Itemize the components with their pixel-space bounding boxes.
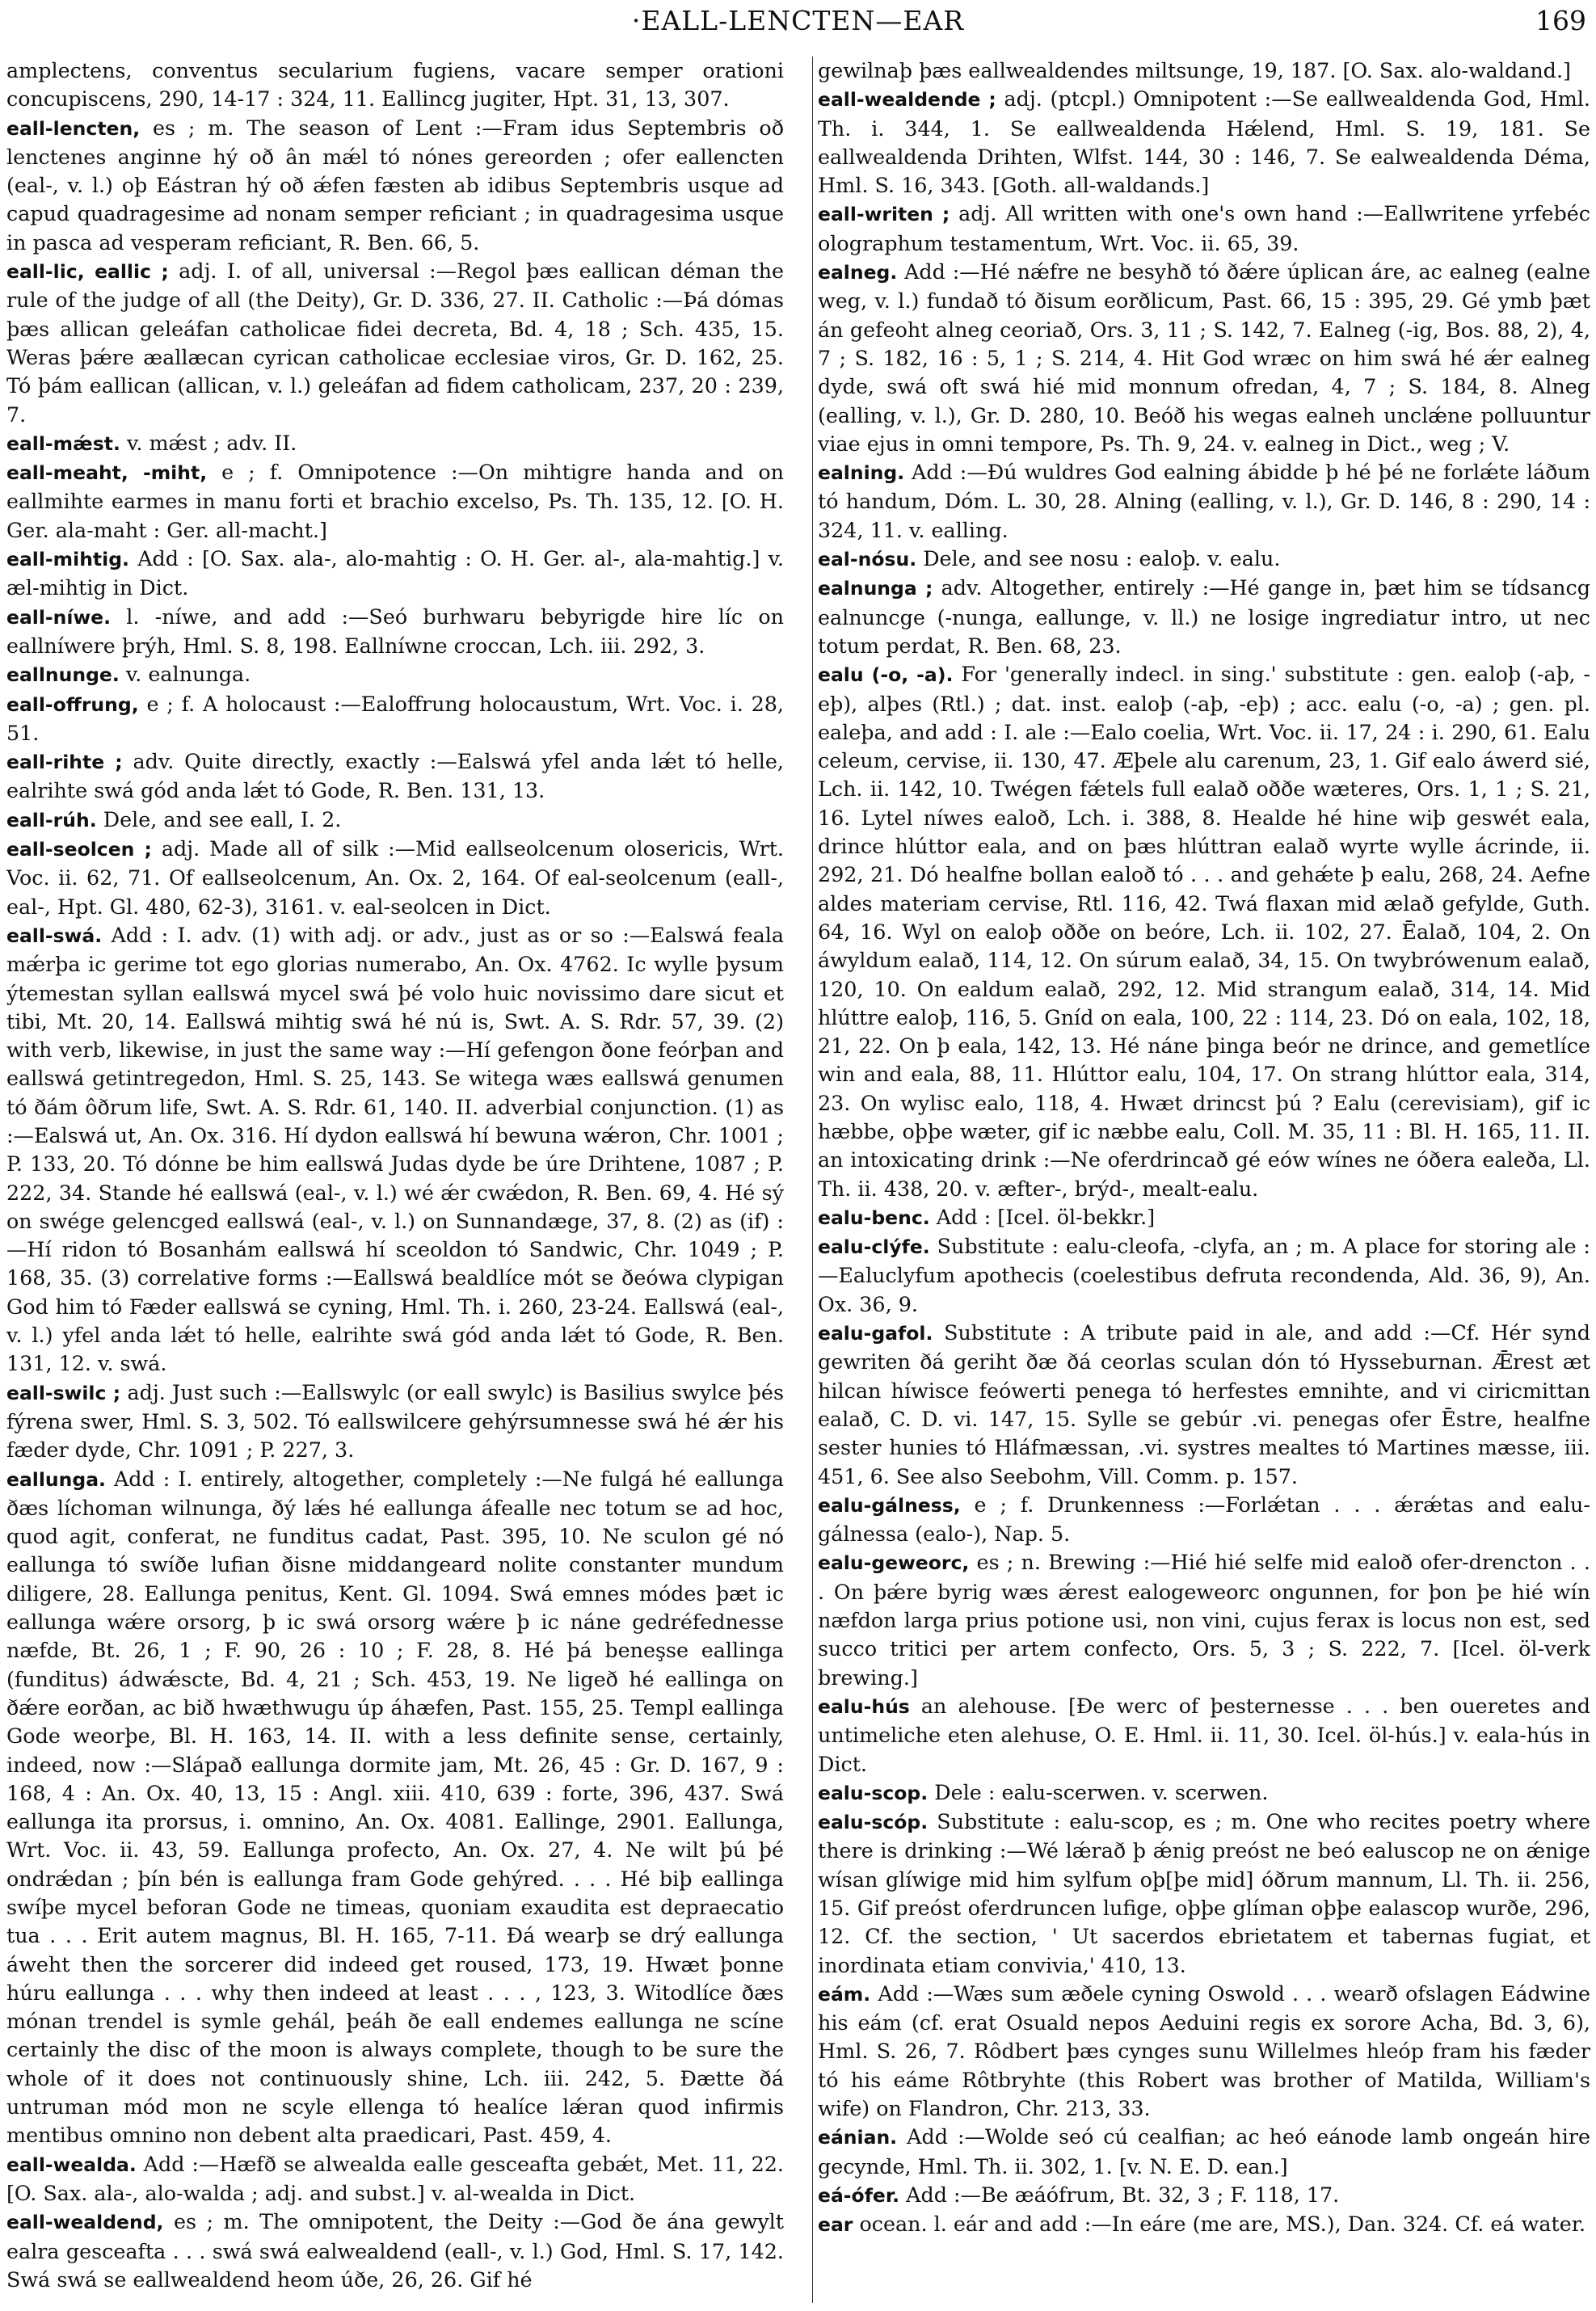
dictionary-entry bbox=[818, 1808, 1590, 1980]
entry-text: ocean. l. eár and add :—In eáre (me are, MS.), Dan. 324. Cf. eá water. bbox=[859, 2212, 1586, 2237]
dictionary-entry bbox=[818, 1491, 1590, 1549]
entry-text: v. ealnunga. bbox=[125, 662, 251, 687]
entry-headword: eall-rihte ; bbox=[6, 751, 123, 774]
entry-text: Dele, and see nosu : ealoþ. v. ealu. bbox=[923, 546, 1281, 571]
entry-text: adv. Quite directly, exactly :—Ealswá yfel anda lǽt tó helle, ealrihte swá gód anda lǽt tó Gode, R. Ben. 131, 13. bbox=[6, 749, 784, 803]
entry-text: Substitute : ealu-cleofa, -clyfa, an ; m. A place for storing ale :—Ealuclyfum apothecis (coelestibus defruta recondenda, Ald. 36, 9), An. Ox. 36, 9. bbox=[818, 1234, 1590, 1316]
dictionary-entry bbox=[6, 1465, 784, 2150]
entry-text: Add : [O. Sax. ala-, alo-mahtig : O. H. Ger. al-, ala-mahtig.] v. æl-mihtig in Dict. bbox=[6, 546, 784, 600]
entry-headword: eall-lic, eallic ; bbox=[6, 260, 169, 284]
entry-headword: eall-meaht, -miht, bbox=[6, 461, 208, 485]
entry-text: e ; f. A holocaust :—Ealoffrung holocaustum, Wrt. Voc. i. 28, 51. bbox=[6, 691, 784, 745]
entry-text: es ; n. Brewing :—Hié hié selfe mid ealoð ofer-drencton . . . On þǽre byrig wæs ǽrest ealogeweorc ongunnen, for þon þe hié wín næfdon larga prius potione usi, non vini, cujus ferax is locus non est, sed succo tritici per artem confecto, Ors. 5, 3 ; S. 222, 7. [Icel. öl-verk brewing.] bbox=[818, 1550, 1590, 1690]
entry-text: Dele : ealu-scerwen. v. scerwen. bbox=[934, 1779, 1269, 1804]
dictionary-entry bbox=[818, 1232, 1590, 1319]
entry-text: adj. Just such :—Eallswylc (or eall swylc) is Basilius swylce þés fýrena swer, Hml. S. 3, 502. Tó eallswilcere gehýrsumnesse swá hé ǽr his fæder dyde, Chr. 1091 ; P. 227, 3. bbox=[6, 1379, 784, 1463]
entry-headword: eall-wealdend, bbox=[6, 2211, 164, 2234]
dictionary-entry bbox=[818, 545, 1590, 574]
entry-headword: eall-mihtig. bbox=[6, 548, 129, 571]
dictionary-entry bbox=[6, 429, 784, 458]
entry-headword: eall-swá. bbox=[6, 924, 103, 947]
entry-text: e ; f. Omnipotence :—On mihtigre handa and on eallmihte earmes in manu forti et brachio excelso, Ps. Th. 135, 12. [O. H. Ger. ala-maht : Ger. all-macht.] bbox=[6, 460, 784, 542]
entry-headword: ealu-hús bbox=[818, 1694, 910, 1718]
dictionary-entry bbox=[6, 690, 784, 748]
entry-headword: ealu-benc. bbox=[818, 1206, 930, 1229]
dictionary-entry bbox=[6, 921, 784, 1379]
entry-text: Add :—Ðú wuldres God ealning ábidde þ hé þé ne forlǽte láðum tó handum, Dóm. L. 30, 28. Alning (ealling, v. l.), Gr. D. 146, 8 : 290, 14 : 324, 11. v. ealling. bbox=[818, 460, 1590, 542]
entry-headword: ealneg. bbox=[818, 261, 898, 284]
dictionary-entry bbox=[818, 2123, 1590, 2181]
dictionary-entry bbox=[6, 2208, 784, 2294]
entry-headword: eall-wealda. bbox=[6, 2153, 137, 2176]
dictionary-entry bbox=[818, 1548, 1590, 1691]
dictionary-entry bbox=[818, 1980, 1590, 2123]
entry-text: Substitute : A tribute paid in ale, and add :—Cf. Hér synd gewriten ðá geriht ðæ ðá ceorlas sculan dón tó Hysseburnan. Ǣrest æt hilcan híwisce feówerti penega tó herfestes emnihte, and vi ciricmittan ealað, C. D. vi. 147, 15. Sylle se gebúr .vi. penegas ofer Ēstre, healfne sester hunies tó Hláfmæssan, .vi. systres mealtes tó Martines mæsse, iii. 451, 6. See also Seebohm, Vill. Comm. p. 157. bbox=[818, 1320, 1590, 1488]
dictionary-entry bbox=[818, 458, 1590, 545]
entry-text: adj. I. of all, universal :—Regol þæs eallican déman the rule of the judge of all (the Deity), Gr. D. 336, 27. II. Catholic :—Þá dómas þæs allican geleáfan catholicae fidei decreta, Bd. 4, 18 ; Sch. 435, 15. Weras þǽre æallæcan cyrican catholicae ecclesiae viros, Gr. D. 162, 25. Tó þám eallican (allican, v. l.) geleáfan ad fidem catholicam, 237, 20 : 239, 7. bbox=[6, 259, 784, 427]
dictionary-entry bbox=[6, 545, 784, 603]
entry-text: gewilnaþ þæs eallwealdendes miltsunge, 19, 187. [O. Sax. alo-waldand.] bbox=[818, 58, 1571, 82]
dictionary-entry bbox=[818, 2181, 1590, 2210]
dictionary-entry bbox=[6, 747, 784, 806]
dictionary-entry bbox=[818, 2210, 1590, 2239]
entry-headword: eall-rúh. bbox=[6, 808, 97, 831]
entry-text: Add : I. adv. (1) with adj. or adv., just as or so :—Ealswá feala mǽrþa ic gerime tot ego glorias numerabo, An. Ox. 4762. Ic wylle þysum ýtemestan syllan eallswá mycel swá þé volo huic novissimo dare sicut et tibi, Mt. 20, 14. Eallswá mihtig swá hé nú is, Swt. A. S. Rdr. 57, 39. (2) with verb, likewise, in just the same way :—Hí gefengon ðone feórþan and eallswá getintregedon, Hml. S. 25, 143. Se witega wæs eallswá genumen tó ðám ôðrum life, Swt. A. S. Rdr. 61, 140. II. adverbial conjunction. (1) as :—Ealswá ut, An. Ox. 316. Hí dydon eallswá hí bewuna wǽron, Chr. 1001 ; P. 133, 20. Tó dónne be him eallswá Judas dyde be úre Drihtene, 1087 ; P. 222, 34. Stande hé eallswá (eal-, v. l.) wé ǽr cwǽdon, R. Ben. 69, 4. Hé sý on swége gelencged eallswá (eal-, v. l.) on Sunnandæge, 37, 8. (2) as (if) :—Hí ridon tó Bosanhám eallswá hí sceoldon tó Sandwic, Chr. 1049 ; P. 168, 35. (3) correlative forms :—Eallswá bealdlíce mót se ðeówa clypigan God him tó Fæder eallswá se cyning, Hml. Th. i. 260, 23-24. Eallswá (eal-, v. l.) yfel anda lǽt tó helle, ealrihte swá gód anda lǽt tó Gode, R. Ben. 131, 12. v. swá. bbox=[6, 922, 784, 1376]
entry-text: Add :—Wæs sum æðele cyning Oswold . . . wearð ofslagen Eádwine his eám (cf. erat Osuald nepos Aeduini regis ex sorore Acha, Bd. 3, 6), Hml. S. 26, 7. Rôdbert þæs cynges sunu Willelmes hleóp fram his fæder tó his eáme Rôtbryhte (this Robert was brother of Matilda, William's wife) on Flandron, Chr. 213, 33. bbox=[818, 1981, 1590, 2121]
entry-headword: ealu-gafol. bbox=[818, 1322, 933, 1345]
entry-headword: eall-mǽst. bbox=[6, 431, 120, 455]
entry-headword: ealu-scóp. bbox=[818, 1811, 929, 1834]
entry-text: Add : I. entirely, altogether, completely :—Ne fulgá hé eallunga ðæs líchoman wilnunga, ðý lǽs hé eallunga áfealle nec totum se ad hoc, quod agit, conferat, ne funditus cadat, Past. 395, 10. Ne sculon gé nó eallunga tó swíðe lufian ðisne middangeard nolite constanter mundum diligere, 28. Eallunga penitus, Kent. Gl. 1094. Swá emnes módes þæt ic eallunga wǽre orsorg, þ ic swá orsorg wǽre þ ic náne gedréfednesse næfde, Bt. 26, 1 ; F. 90, 26 : 10 ; F. 28, 8. Hé þá beneşse eallinga (funditus) ádwǽscte, Bd. 4, 21 ; Sch. 453, 19. Ne ligeð hé eallinga on ðǽre eorðan, ac bið hwæthwugu úp áhæfen, Past. 155, 25. Templ eallinga Gode weorþe, Bl. H. 163, 14. II. with a less definite sense, certainly, indeed, now :—Slápað eallunga dormite jam, Mt. 26, 45 : Gr. D. 167, 9 : 168, 4 : An. Ox. 40, 13, 15 : Angl. xiii. 410, 639 : forte, 396, 437. Swá eallunga ita prorsus, i. omnino, An. Ox. 4081. Eallinge, 2901. Eallunga, Wrt. Voc. ii. 43, 59. Eallunga profecto, An. Ox. 27, 4. Ne wilt þú þé ondrǽdan ; þín bén is eallunga fram Gode gehýred. . . . Hé biþ eallinga swíþe mycel beforan Gode ne timeas, quoniam exaudita est depraecatio tua . . . Erit autem magnus, Bl. H. 165, 7-11. Ðá wearþ se drý eallunga áweht then the sorcerer did indeed get roused, 173, 19. Hwæt þonne húru eallunga . . . why then indeed at least . . . , 123, 3. Witodlíce ðæs mónan trendel is symle gehál, þeáh ðe eall endemes eallunga ne scíne certainly the disc of the moon is always complete, though to be sure the whole of it does not continuously shine, Lch. iii. 242, 5. Ðætte ðá untruman mód mon ne scyle ellenga tó healíce lǽran quod infirmis mentibus omnino non debent alta praedicari, Past. 459, 4. bbox=[6, 1466, 784, 2148]
entry-headword: ealu-clýfe. bbox=[818, 1235, 930, 1259]
entry-headword: eánian. bbox=[818, 2126, 898, 2149]
dictionary-entry bbox=[818, 574, 1590, 660]
entry-text: Add : [Icel. öl-bekkr.] bbox=[936, 1204, 1156, 1229]
entry-headword: ealnunga ; bbox=[818, 577, 933, 600]
entry-text: adj. Made all of silk :—Mid eallseolcenum olosericis, Wrt. Voc. ii. 62, 71. Of eallseolcenum, An. Ox. 2, 164. Of eal-seolcenum (eall-, eal-, Hpt. Gl. 480, 62-3), 3161. v. eal-seolcen in Dict. bbox=[6, 836, 784, 919]
dictionary-entry bbox=[818, 1319, 1590, 1491]
entry-text: es ; m. The omnipotent, the Deity :—God ðe ána gewylt ealra gesceafta . . . swá swá ealwealdend (eall-, v. l.) God, Hml. S. 17, 142. Swá swá se eallwealdend heom úðe, 26, 26. Gif hé bbox=[6, 2209, 784, 2292]
dictionary-entry bbox=[6, 57, 784, 114]
entry-text: v. mǽst ; adv. II. bbox=[127, 430, 297, 455]
entry-text: l. -níwe, and add :—Seó burhwaru bebyrigde hire líc on eallníwere þrýh, Hml. S. 8, 198. Eallníwne croccan, Lch. iii. 292, 3. bbox=[6, 604, 784, 658]
entry-headword: eall-níwe. bbox=[6, 605, 112, 629]
dictionary-entry bbox=[6, 660, 784, 689]
entry-headword: eall-writen ; bbox=[818, 203, 950, 226]
left-column bbox=[6, 57, 784, 2303]
entry-headword: eall-seolcen ; bbox=[6, 838, 152, 861]
entry-text: Substitute : ealu-scop, es ; m. One who recites poetry where there is drinking :—Wé lǽrað þ ǽnig preóst ne beó ealuscop ne on ǽnige wísan glíwige mid him sylfum oþ[þe mid] óðrum mannum, Ll. Th. ii. 256, 15. Gif preóst oferdruncen lufige, oþþe glíman oþþe ealascop wurðe, 296, 12. Cf. the section, ' Ut sacerdos ebrietatem et tabernas fugiat, et inordinata etiam convivia,' 410, 13. bbox=[818, 1809, 1590, 1977]
entry-text: Add :—Hæfð se alwealda ealle gesceafta gebǽt, Met. 11, 22. [O. Sax. ala-, alo-walda ; adj. and subst.] v. al-wealda in Dict. bbox=[6, 2151, 784, 2205]
dictionary-entry bbox=[6, 806, 784, 835]
entry-text: es ; m. The season of Lent :—Fram idus Septembris oð lenctenes anginne hý oð ân mǽl tó nónes gereorden ; ofer eallencten (eal-, v. l.) oþ Eástran hý oð ǽfen fæsten ab idibus Septembris usque ad capud quadragesime ad nonam semper reficiant ; in quadragesima usque in pasca ad vesperam reficiant, R. Ben. 66, 5. bbox=[6, 115, 784, 255]
dictionary-entry bbox=[6, 114, 784, 257]
entry-text: amplectens, conventus secularium fugiens, vacare semper orationi concupiscens, 290, 14-17 : 324, 11. Eallincg jugiter, Hpt. 31, 13, 307. bbox=[6, 58, 784, 112]
running-head bbox=[0, 5, 1596, 40]
entry-headword: eal-nósu. bbox=[818, 548, 917, 571]
dictionary-entry bbox=[818, 57, 1590, 85]
entry-headword: eám. bbox=[818, 1982, 871, 2006]
running-title: ·EALL-LENCTEN—EAR bbox=[631, 5, 965, 36]
entry-headword: ealu-scop. bbox=[818, 1781, 929, 1804]
entry-text: Dele, and see eall, I. 2. bbox=[103, 806, 342, 831]
dictionary-entry bbox=[6, 257, 784, 429]
entry-headword: ealning. bbox=[818, 461, 905, 485]
dictionary-entry bbox=[818, 1692, 1590, 1779]
entry-headword: eall-offrung, bbox=[6, 692, 139, 716]
entry-text: adv. Altogether, entirely :—Hé gange in, þæt him se tídsancg ealnuncge (-nunga, eallunge, v. ll.) ne losige ingrediatur intro, ut nec totum perdat, R. Ben. 68, 23. bbox=[818, 575, 1590, 658]
dictionary-entry bbox=[6, 603, 784, 661]
dictionary-entry bbox=[818, 1779, 1590, 1808]
entry-headword: ealu-gálness, bbox=[818, 1493, 961, 1517]
dictionary-entry bbox=[6, 835, 784, 921]
dictionary-entry bbox=[6, 2150, 784, 2208]
dictionary-entry bbox=[818, 200, 1590, 258]
entry-text: adj. All written with one's own hand :—Eallwritene yrfebéc olographum testamentum, Wrt. Voc. ii. 65, 39. bbox=[818, 201, 1590, 255]
dictionary-entry bbox=[6, 458, 784, 545]
entry-headword: eallnunge. bbox=[6, 663, 120, 687]
entry-text: Add :—Hé nǽfre ne besyhð tó ðǽre úplican áre, ac ealneg (ealne weg, v. l.) fundað tó ðisum eorðlicum, Past. 66, 15 : 395, 29. Gé ymb þæt án gefeoht alneg ceoriað, Ors. 3, 11 ; S. 142, 7. Ealneg (-ig, Bos. 88, 2), 4, 7 ; S. 182, 16 : 5, 1 ; S. 214, 4. Hit God wræc on him swá hé ǽr ealneg dyde, swá oft swá hié mid monnum ofredan, 4, 7 ; S. 184, 8. Alneg (ealling, v. l.), Gr. D. 280, 10. Beóð his wegas ealneh unclǽne polluuntur viae ejus in omni tempore, Ps. Th. 9, 24. v. ealneg in Dict., weg ; V. bbox=[818, 259, 1590, 456]
entry-headword: ealu-geweorc, bbox=[818, 1551, 970, 1575]
entry-headword: ealu (-o, -a). bbox=[818, 663, 954, 687]
dictionary-entry bbox=[818, 1203, 1590, 1232]
entry-headword: eallunga. bbox=[6, 1467, 106, 1491]
page-number: 169 bbox=[1535, 5, 1586, 36]
entry-headword: eall-lencten, bbox=[6, 116, 141, 140]
entry-text: e ; f. Drunkenness :—Forlǽtan . . . ǽrǽtas and ealu-gálnessa (ealo-), Nap. 5. bbox=[818, 1492, 1590, 1547]
entry-text: adj. (ptcpl.) Omnipotent :—Se eallwealdenda God, Hml. Th. i. 344, 1. Se eallwealdenda Hǽlend, Hml. S. 19, 181. Se eallwealdenda Drihten, Wlfst. 144, 30 : 146, 7. Se ealwealdenda Déma, Hml. S. 16, 343. [Goth. all-waldands.] bbox=[818, 86, 1590, 198]
entry-text: Add :—Wolde seó cú cealfian; ac heó eánode lamb ongeán hire gecynde, Hml. Th. ii. 302, 1. [v. N. E. D. ean.] bbox=[818, 2124, 1590, 2178]
dictionary-entry bbox=[818, 85, 1590, 200]
dictionary-entry bbox=[818, 258, 1590, 458]
text-columns bbox=[6, 57, 1590, 2303]
entry-headword: eall-wealdende ; bbox=[818, 88, 996, 112]
dictionary-entry bbox=[818, 660, 1590, 1203]
entry-headword: eá-ófer. bbox=[818, 2183, 900, 2207]
right-column bbox=[812, 57, 1590, 2303]
entry-text: Add :—Be æáófrum, Bt. 32, 3 ; F. 118, 17. bbox=[906, 2182, 1340, 2207]
entry-text: an alehouse. [Ðe werc of þesternesse . . . ben oueretes and untimeliche eten alehuse, O. E. Hml. ii. 11, 30. Icel. öl-hús.] v. eala-hús in Dict. bbox=[818, 1693, 1590, 1776]
entry-headword: eall-swilc ; bbox=[6, 1381, 121, 1404]
dictionary-entry bbox=[6, 1379, 784, 1465]
entry-headword: ear bbox=[818, 2213, 853, 2237]
entry-text: For 'generally indecl. in sing.' substitute : gen. ealoþ (-aþ, -eþ), alþes (Rtl.) ; dat. inst. ealoþ (-aþ, -eþ) ; acc. ealu (-o, -a) ; gen. pl. ealeþa, and add : I. ale :—Ealo coelia, Wrt. Voc. ii. 17, 24 : i. 290, 61. Ealu celeum, cervise, ii. 130, 47. Æþele alu carenum, 23, 1. Gif ealo áwerd sié, Lch. ii. 142, 10. Twégen fǽtels full ealað oððe wæteres, Ors. 1, 1 ; S. 21, 16. Lytel níwes ealoð, Lch. i. 388, 8. Healde hé hine wiþ geswét eala, drince hlúttor eala, and on þæs hlúttran ealað wyrte wylle ácrinde, ii. 292, 21. Dó healfne bollan ealoð tó . . . and gehǽte þ ealu, 268, 24. Aefne aldes materiam cervise, Rtl. 116, 42. Twá flaxan mid ælað gefylde, Guth. 64, 16. Wyl on ealoþ oððe on beóre, Lch. ii. 102, 27. Ēalað, 104, 2. On áwyldum ealað, 114, 12. On súrum ealað, 34, 15. On twybrówenum ealað, 120, 10. On ealdum ealað, 292, 12. Mid strangum ealað, 314, 14. Mid hlúttre ealoþ, 116, 5. Gníd on eala, 100, 22 : 114, 23. Dó on eala, 102, 18, 21, 22. On þ eala, 142, 13. Hé náne þinga beór ne drince, and gemetlíce win and eala, 88, 11. Hlúttor ealu, 104, 17. On strang hlúttor eala, 314, 23. On wylisc ealo, 118, 4. Hwæt drincst þú ? Ealu (cerevisiam), gif ic hæbbe, oþþe wæter, gif ic næbbe ealu, Coll. M. 35, 11 : Bl. H. 165, 11. II. an intoxicating drink :—Ne oferdrincað gé eów wínes ne óðera ealeða, Ll. Th. ii. 438, 20. v. æfter-, brýd-, mealt-ealu. bbox=[818, 662, 1590, 1201]
